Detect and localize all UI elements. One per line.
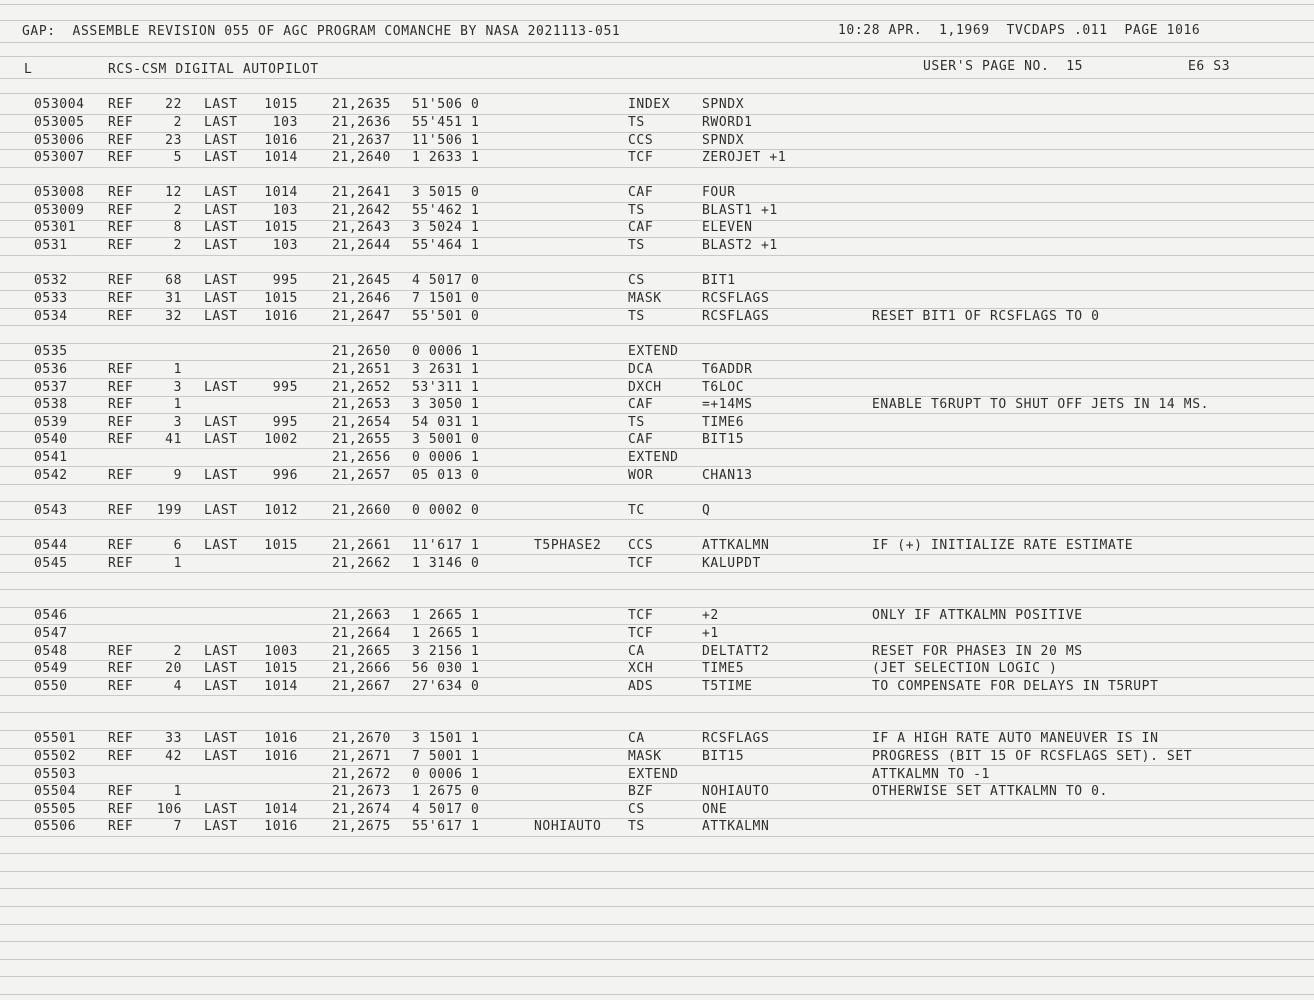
- page-code: E6 S3: [1188, 59, 1231, 74]
- row-lastn: 1012: [264, 503, 298, 518]
- row-seq: 0541: [34, 450, 68, 465]
- row-comment: (JET SELECTION LOGIC ): [872, 661, 1058, 676]
- row-ref: REF: [108, 538, 134, 553]
- row-refn: 106: [156, 802, 182, 817]
- row-seq: 0535: [34, 344, 68, 359]
- row-refn: 32: [165, 309, 182, 324]
- row-loc: 21,2656: [332, 450, 391, 465]
- row-refn: 6: [173, 538, 182, 553]
- row-op: CA: [628, 644, 645, 659]
- row-refn: 41: [165, 432, 182, 447]
- row-octal: 11'506 1: [412, 133, 480, 148]
- row-op: CAF: [628, 220, 654, 235]
- row-operand: ATTKALMN: [702, 819, 770, 834]
- row-operand: SPNDX: [702, 97, 745, 112]
- row-octal: 1 2665 1: [412, 626, 480, 641]
- row-loc: 21,2661: [332, 538, 391, 553]
- row-last: LAST: [204, 115, 238, 130]
- row-op: TS: [628, 115, 645, 130]
- row-lastn: 1015: [264, 661, 298, 676]
- row-seq: 0539: [34, 415, 68, 430]
- row-ref: REF: [108, 133, 134, 148]
- row-seq: 05501: [34, 731, 77, 746]
- row-octal: 55'501 0: [412, 309, 480, 324]
- row-octal: 27'634 0: [412, 679, 480, 694]
- row-loc: 21,2644: [332, 238, 391, 253]
- row-refn: 1: [173, 397, 182, 412]
- row-op: TS: [628, 415, 645, 430]
- row-op: TS: [628, 203, 645, 218]
- row-ref: REF: [108, 362, 134, 377]
- row-lastn: 1015: [264, 220, 298, 235]
- row-refn: 5: [173, 150, 182, 165]
- row-last: LAST: [204, 238, 238, 253]
- row-seq: 0536: [34, 362, 68, 377]
- row-refn: 31: [165, 291, 182, 306]
- page-title: GAP: ASSEMBLE REVISION 055 OF AGC PROGRAM COMANCHE BY NASA 2021113-051: [22, 24, 621, 39]
- row-op: TCF: [628, 626, 654, 641]
- row-operand: =+14MS: [702, 397, 753, 412]
- row-loc: 21,2667: [332, 679, 391, 694]
- row-loc: 21,2657: [332, 468, 391, 483]
- row-refn: 4: [173, 679, 182, 694]
- row-octal: 7 1501 0: [412, 291, 480, 306]
- row-operand: BIT15: [702, 749, 745, 764]
- row-octal: 3 3050 1: [412, 397, 480, 412]
- row-op: CCS: [628, 538, 654, 553]
- row-seq: 0531: [34, 238, 68, 253]
- row-op: CAF: [628, 432, 654, 447]
- row-lastn: 1003: [264, 644, 298, 659]
- row-octal: 05 013 0: [412, 468, 480, 483]
- row-comment: OTHERWISE SET ATTKALMN TO 0.: [872, 784, 1108, 799]
- row-refn: 7: [173, 819, 182, 834]
- row-octal: 0 0006 1: [412, 767, 480, 782]
- row-last: LAST: [204, 220, 238, 235]
- row-ref: REF: [108, 203, 134, 218]
- row-last: LAST: [204, 819, 238, 834]
- row-ref: REF: [108, 749, 134, 764]
- row-operand: +2: [702, 608, 719, 623]
- row-loc: 21,2672: [332, 767, 391, 782]
- row-operand: NOHIAUTO: [702, 784, 770, 799]
- row-octal: 11'617 1: [412, 538, 480, 553]
- row-op: DCA: [628, 362, 654, 377]
- row-comment: ONLY IF ATTKALMN POSITIVE: [872, 608, 1083, 623]
- row-lastn: 103: [272, 115, 298, 130]
- row-octal: 3 1501 1: [412, 731, 480, 746]
- row-ref: REF: [108, 415, 134, 430]
- row-ref: REF: [108, 380, 134, 395]
- row-loc: 21,2640: [332, 150, 391, 165]
- row-octal: 3 5001 0: [412, 432, 480, 447]
- row-op: XCH: [628, 661, 654, 676]
- row-label: NOHIAUTO: [534, 819, 602, 834]
- row-octal: 56 030 1: [412, 661, 480, 676]
- row-loc: 21,2666: [332, 661, 391, 676]
- row-loc: 21,2654: [332, 415, 391, 430]
- row-loc: 21,2665: [332, 644, 391, 659]
- row-lastn: 1015: [264, 291, 298, 306]
- row-seq: 053004: [34, 97, 85, 112]
- row-operand: RCSFLAGS: [702, 731, 770, 746]
- row-refn: 8: [173, 220, 182, 235]
- row-operand: T6ADDR: [702, 362, 753, 377]
- row-seq: 0542: [34, 468, 68, 483]
- row-lastn: 995: [272, 273, 298, 288]
- row-comment: RESET FOR PHASE3 IN 20 MS: [872, 644, 1083, 659]
- row-ref: REF: [108, 185, 134, 200]
- row-lastn: 1014: [264, 185, 298, 200]
- row-octal: 3 2156 1: [412, 644, 480, 659]
- row-ref: REF: [108, 661, 134, 676]
- row-loc: 21,2663: [332, 608, 391, 623]
- row-seq: 053006: [34, 133, 85, 148]
- row-operand: TIME6: [702, 415, 745, 430]
- row-op: TS: [628, 819, 645, 834]
- row-octal: 53'311 1: [412, 380, 480, 395]
- row-ref: REF: [108, 731, 134, 746]
- timestamp-header: 10:28 APR. 1,1969 TVCDAPS .011 PAGE 1016: [838, 23, 1201, 38]
- row-op: INDEX: [628, 97, 671, 112]
- row-refn: 199: [156, 503, 182, 518]
- row-operand: ZEROJET +1: [702, 150, 787, 165]
- row-loc: 21,2662: [332, 556, 391, 571]
- row-operand: ELEVEN: [702, 220, 753, 235]
- row-seq: 0532: [34, 273, 68, 288]
- row-comment: IF (+) INITIALIZE RATE ESTIMATE: [872, 538, 1134, 553]
- row-seq: 05502: [34, 749, 77, 764]
- row-op: MASK: [628, 291, 662, 306]
- row-ref: REF: [108, 309, 134, 324]
- row-seq: 05505: [34, 802, 77, 817]
- row-operand: BLAST1 +1: [702, 203, 778, 218]
- section-title: RCS-CSM DIGITAL AUTOPILOT: [108, 62, 319, 77]
- row-op: TC: [628, 503, 645, 518]
- row-octal: 1 2675 0: [412, 784, 480, 799]
- row-seq: 053005: [34, 115, 85, 130]
- row-lastn: 1015: [264, 538, 298, 553]
- row-lastn: 1002: [264, 432, 298, 447]
- row-last: LAST: [204, 802, 238, 817]
- row-seq: 0534: [34, 309, 68, 324]
- row-lastn: 1014: [264, 150, 298, 165]
- row-op: TCF: [628, 556, 654, 571]
- row-loc: 21,2637: [332, 133, 391, 148]
- row-seq: 0540: [34, 432, 68, 447]
- row-ref: REF: [108, 115, 134, 130]
- row-refn: 2: [173, 238, 182, 253]
- row-comment: TO COMPENSATE FOR DELAYS IN T5RUPT: [872, 679, 1159, 694]
- row-refn: 42: [165, 749, 182, 764]
- row-op: CAF: [628, 397, 654, 412]
- row-ref: REF: [108, 644, 134, 659]
- row-refn: 1: [173, 784, 182, 799]
- row-loc: 21,2647: [332, 309, 391, 324]
- row-ref: REF: [108, 432, 134, 447]
- row-last: LAST: [204, 644, 238, 659]
- row-operand: RWORD1: [702, 115, 753, 130]
- row-lastn: 1016: [264, 133, 298, 148]
- row-octal: 0 0006 1: [412, 450, 480, 465]
- row-ref: REF: [108, 819, 134, 834]
- row-lastn: 103: [272, 203, 298, 218]
- row-ref: REF: [108, 468, 134, 483]
- row-refn: 33: [165, 731, 182, 746]
- row-ref: REF: [108, 238, 134, 253]
- row-ref: REF: [108, 97, 134, 112]
- row-op: CAF: [628, 185, 654, 200]
- row-ref: REF: [108, 802, 134, 817]
- row-last: LAST: [204, 432, 238, 447]
- row-lastn: 1016: [264, 309, 298, 324]
- row-ref: REF: [108, 503, 134, 518]
- row-octal: 1 2633 1: [412, 150, 480, 165]
- row-last: LAST: [204, 185, 238, 200]
- row-seq: 05504: [34, 784, 77, 799]
- row-operand: BIT1: [702, 273, 736, 288]
- row-loc: 21,2641: [332, 185, 391, 200]
- row-op: CS: [628, 273, 645, 288]
- row-loc: 21,2652: [332, 380, 391, 395]
- row-operand: TIME5: [702, 661, 745, 676]
- row-ref: REF: [108, 220, 134, 235]
- row-octal: 3 5015 0: [412, 185, 480, 200]
- row-op: TS: [628, 309, 645, 324]
- row-ref: REF: [108, 291, 134, 306]
- row-seq: 053009: [34, 203, 85, 218]
- row-operand: RCSFLAGS: [702, 291, 770, 306]
- row-last: LAST: [204, 309, 238, 324]
- row-ref: REF: [108, 397, 134, 412]
- row-last: LAST: [204, 291, 238, 306]
- row-octal: 1 3146 0: [412, 556, 480, 571]
- row-loc: 21,2671: [332, 749, 391, 764]
- row-loc: 21,2643: [332, 220, 391, 235]
- row-lastn: 1016: [264, 749, 298, 764]
- row-refn: 1: [173, 362, 182, 377]
- row-refn: 3: [173, 380, 182, 395]
- row-op: WOR: [628, 468, 654, 483]
- row-loc: 21,2673: [332, 784, 391, 799]
- row-lastn: 1014: [264, 802, 298, 817]
- row-refn: 22: [165, 97, 182, 112]
- row-operand: FOUR: [702, 185, 736, 200]
- row-last: LAST: [204, 679, 238, 694]
- row-operand: DELTATT2: [702, 644, 770, 659]
- row-op: ADS: [628, 679, 654, 694]
- row-lastn: 103: [272, 238, 298, 253]
- row-refn: 2: [173, 644, 182, 659]
- row-seq: 0537: [34, 380, 68, 395]
- row-last: LAST: [204, 380, 238, 395]
- row-refn: 2: [173, 203, 182, 218]
- row-ref: REF: [108, 556, 134, 571]
- row-octal: 55'464 1: [412, 238, 480, 253]
- row-operand: Q: [702, 503, 711, 518]
- row-last: LAST: [204, 749, 238, 764]
- row-octal: 55'451 1: [412, 115, 480, 130]
- row-lastn: 1016: [264, 819, 298, 834]
- row-seq: 0549: [34, 661, 68, 676]
- row-label: T5PHASE2: [534, 538, 602, 553]
- row-octal: 51'506 0: [412, 97, 480, 112]
- row-seq: 0538: [34, 397, 68, 412]
- row-last: LAST: [204, 731, 238, 746]
- row-op: CS: [628, 802, 645, 817]
- row-seq: 0544: [34, 538, 68, 553]
- row-octal: 54 031 1: [412, 415, 480, 430]
- row-loc: 21,2646: [332, 291, 391, 306]
- row-lastn: 1015: [264, 97, 298, 112]
- row-ref: REF: [108, 784, 134, 799]
- row-refn: 1: [173, 556, 182, 571]
- row-refn: 68: [165, 273, 182, 288]
- row-operand: SPNDX: [702, 133, 745, 148]
- row-op: BZF: [628, 784, 654, 799]
- row-loc: 21,2674: [332, 802, 391, 817]
- row-comment: IF A HIGH RATE AUTO MANEUVER IS IN: [872, 731, 1159, 746]
- row-loc: 21,2670: [332, 731, 391, 746]
- row-loc: 21,2655: [332, 432, 391, 447]
- row-last: LAST: [204, 415, 238, 430]
- row-op: TCF: [628, 608, 654, 623]
- row-ref: REF: [108, 150, 134, 165]
- row-seq: 0546: [34, 608, 68, 623]
- row-refn: 20: [165, 661, 182, 676]
- row-refn: 12: [165, 185, 182, 200]
- row-refn: 2: [173, 115, 182, 130]
- row-octal: 3 5024 1: [412, 220, 480, 235]
- row-last: LAST: [204, 203, 238, 218]
- user-page-number: USER'S PAGE NO. 15: [923, 59, 1084, 74]
- row-refn: 3: [173, 415, 182, 430]
- row-lastn: 995: [272, 415, 298, 430]
- row-operand: BIT15: [702, 432, 745, 447]
- row-seq: 0547: [34, 626, 68, 641]
- row-octal: 4 5017 0: [412, 273, 480, 288]
- row-octal: 4 5017 0: [412, 802, 480, 817]
- row-loc: 21,2651: [332, 362, 391, 377]
- listing-type-label: L: [24, 62, 33, 77]
- row-operand: RCSFLAGS: [702, 309, 770, 324]
- row-octal: 1 2665 1: [412, 608, 480, 623]
- row-ref: REF: [108, 273, 134, 288]
- row-op: EXTEND: [628, 767, 679, 782]
- row-comment: ATTKALMN TO -1: [872, 767, 990, 782]
- row-seq: 0533: [34, 291, 68, 306]
- row-loc: 21,2653: [332, 397, 391, 412]
- row-lastn: 995: [272, 380, 298, 395]
- row-last: LAST: [204, 273, 238, 288]
- row-op: CCS: [628, 133, 654, 148]
- row-operand: ONE: [702, 802, 728, 817]
- row-operand: T5TIME: [702, 679, 753, 694]
- row-last: LAST: [204, 97, 238, 112]
- row-seq: 0545: [34, 556, 68, 571]
- row-octal: 3 2631 1: [412, 362, 480, 377]
- row-op: CA: [628, 731, 645, 746]
- row-seq: 0548: [34, 644, 68, 659]
- row-loc: 21,2650: [332, 344, 391, 359]
- row-octal: 0 0006 1: [412, 344, 480, 359]
- row-seq: 053007: [34, 150, 85, 165]
- row-seq: 0550: [34, 679, 68, 694]
- row-seq: 053008: [34, 185, 85, 200]
- row-operand: +1: [702, 626, 719, 641]
- row-lastn: 996: [272, 468, 298, 483]
- row-op: DXCH: [628, 380, 662, 395]
- row-loc: 21,2660: [332, 503, 391, 518]
- row-ref: REF: [108, 679, 134, 694]
- row-loc: 21,2675: [332, 819, 391, 834]
- row-comment: RESET BIT1 OF RCSFLAGS TO 0: [872, 309, 1100, 324]
- row-op: TCF: [628, 150, 654, 165]
- row-operand: KALUPDT: [702, 556, 761, 571]
- row-loc: 21,2635: [332, 97, 391, 112]
- row-loc: 21,2636: [332, 115, 391, 130]
- row-lastn: 1014: [264, 679, 298, 694]
- row-last: LAST: [204, 468, 238, 483]
- row-seq: 0543: [34, 503, 68, 518]
- row-last: LAST: [204, 133, 238, 148]
- row-op: EXTEND: [628, 450, 679, 465]
- row-seq: 05301: [34, 220, 77, 235]
- row-seq: 05506: [34, 819, 77, 834]
- row-loc: 21,2645: [332, 273, 391, 288]
- row-operand: T6LOC: [702, 380, 745, 395]
- row-refn: 9: [173, 468, 182, 483]
- row-seq: 05503: [34, 767, 77, 782]
- row-octal: 0 0002 0: [412, 503, 480, 518]
- row-operand: ATTKALMN: [702, 538, 770, 553]
- row-last: LAST: [204, 661, 238, 676]
- row-comment: ENABLE T6RUPT TO SHUT OFF JETS IN 14 MS.: [872, 397, 1210, 412]
- row-loc: 21,2664: [332, 626, 391, 641]
- row-operand: BLAST2 +1: [702, 238, 778, 253]
- row-last: LAST: [204, 503, 238, 518]
- row-octal: 55'617 1: [412, 819, 480, 834]
- row-last: LAST: [204, 538, 238, 553]
- row-operand: CHAN13: [702, 468, 753, 483]
- row-octal: 55'462 1: [412, 203, 480, 218]
- row-comment: PROGRESS (BIT 15 OF RCSFLAGS SET). SET: [872, 749, 1193, 764]
- row-op: MASK: [628, 749, 662, 764]
- row-loc: 21,2642: [332, 203, 391, 218]
- row-op: EXTEND: [628, 344, 679, 359]
- row-op: TS: [628, 238, 645, 253]
- row-refn: 23: [165, 133, 182, 148]
- row-octal: 7 5001 1: [412, 749, 480, 764]
- row-last: LAST: [204, 150, 238, 165]
- row-lastn: 1016: [264, 731, 298, 746]
